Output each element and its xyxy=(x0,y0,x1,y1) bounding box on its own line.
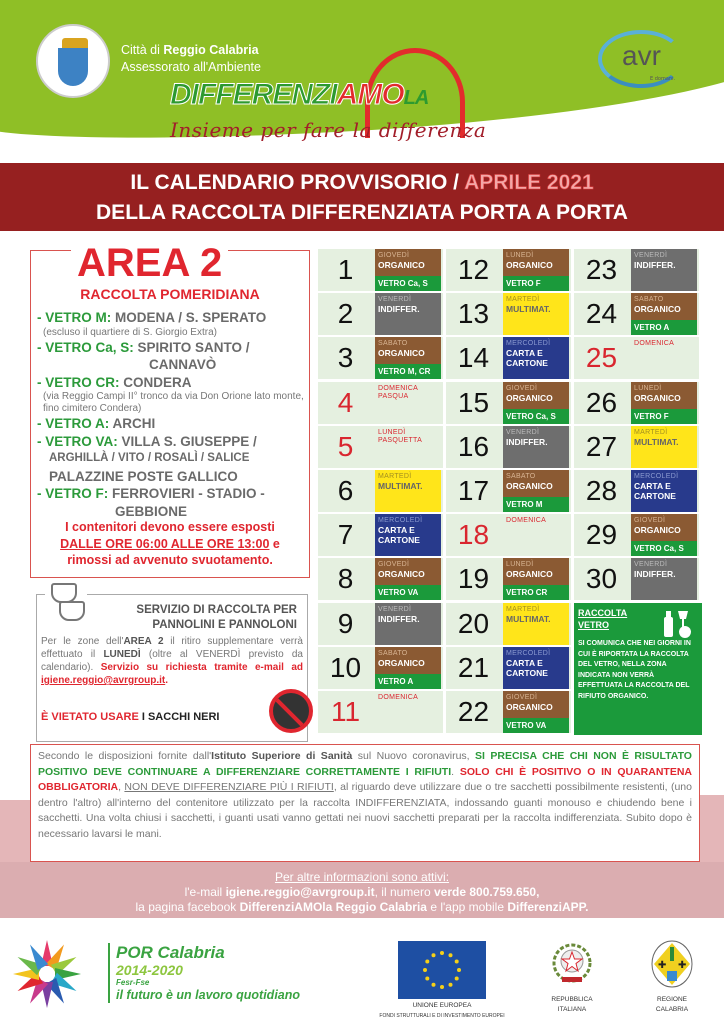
weekday-label: DOMENICA xyxy=(506,517,547,525)
weekday-label: DOMENICA xyxy=(378,384,419,392)
calabria-region-emblem-icon xyxy=(650,939,694,989)
contact-heading: Per altre informazioni sono attivi: xyxy=(274,870,450,884)
zone-label: - VETRO A: xyxy=(37,416,110,431)
covid-institute: Istituto Superiore di Sanità xyxy=(211,750,353,762)
day-number: 17 xyxy=(457,475,490,506)
zone-value: CONDERA xyxy=(123,374,192,390)
glass-collection-label: VETRO VA xyxy=(503,718,569,733)
glass-collection-label: VETRO CR xyxy=(503,585,569,600)
diaper-text-2: il ritiro supplementare verrà effettuato il xyxy=(41,636,303,660)
covid-text: , xyxy=(118,781,125,793)
diaper-title-1: SERVIZIO DI RACCOLTA PER xyxy=(136,604,297,616)
it-caption-2: ITALIANA xyxy=(557,1006,587,1013)
por-title: POR Calabria xyxy=(116,943,225,962)
calendar-day-10 xyxy=(318,647,443,689)
contact-text: e l'app mobile xyxy=(426,900,508,914)
collection-dom xyxy=(375,691,441,733)
glass-collection-label: VETRO F xyxy=(503,276,569,291)
calendar-day-15 xyxy=(446,382,571,424)
day-number: 29 xyxy=(585,519,618,551)
eu-flag-icon xyxy=(398,941,486,999)
covid-red-statement: SOLO CHI È POSITIVO O IN QUARANTENA OBBLIGATORIA xyxy=(38,765,693,793)
day-number: 28 xyxy=(585,475,618,506)
day-number: 11 xyxy=(330,696,361,727)
waste-type-label: MULTIMAT. xyxy=(378,481,423,491)
svg-text:✚: ✚ xyxy=(658,960,667,971)
glass-collection-label: VETRO F xyxy=(631,409,697,424)
waste-type-label: ORGANICO xyxy=(506,260,553,270)
weekday-label: VENERDÌ xyxy=(506,428,540,436)
calendar-grid xyxy=(318,249,704,735)
waste-type-label: MULTIMAT. xyxy=(634,436,679,447)
city-crest-logo xyxy=(36,24,110,98)
day-number: 19 xyxy=(457,563,490,595)
waste-type-label: ORGANICO xyxy=(378,348,425,359)
zone-label: - VETRO CR: xyxy=(37,374,120,390)
zone-item xyxy=(37,485,307,520)
diaper-title-2: PANNOLINI E PANNOLONI xyxy=(152,619,297,631)
collection-mul xyxy=(503,293,569,335)
weekday-label: SABATO xyxy=(378,340,408,348)
glass-info-box xyxy=(574,603,702,735)
calendar-day-30 xyxy=(574,558,699,600)
weekday-label: MARTEDÌ xyxy=(378,473,412,480)
glass-info-body: SI COMUNICA CHE NEI GIORNI IN CUI È RIPORTATA LA RACCOLTA DEL VETRO, NELLA ZONA INDICATA NON VERRÀ EFFETTUATA LA RACCOLTA DEL RIFIUTO ORGANICO. xyxy=(578,640,691,700)
day-number: 14 xyxy=(457,342,490,374)
weekday-label: GIOVEDÌ xyxy=(378,561,410,569)
calendar-day-17 xyxy=(446,470,571,512)
crown-icon xyxy=(62,38,88,48)
zone-item xyxy=(37,374,307,416)
campaign-logo-part1: DIFFERENZI xyxy=(170,78,337,111)
day-number: 21 xyxy=(457,651,490,683)
zone-item xyxy=(37,309,307,339)
calendar-day-7 xyxy=(318,514,443,556)
calendar-day-29 xyxy=(574,514,699,556)
zone-label: - VETRO F: xyxy=(37,486,109,501)
calendar-day-19 xyxy=(446,558,571,600)
reg-caption-1: REGIONE xyxy=(657,996,687,1003)
calendar-day-16 xyxy=(446,426,571,468)
por-motto: il futuro è un lavoro quotidiano xyxy=(116,988,301,1002)
waste-type-label: INDIFFER. xyxy=(634,260,676,270)
collection-car xyxy=(631,470,697,512)
collection-org xyxy=(631,293,697,335)
calendar-day-12 xyxy=(446,249,571,291)
glass-collection-label: VETRO Ca, S xyxy=(631,541,697,556)
zone-note: (escluso il quartiere di S. Giorgio Extra) xyxy=(43,326,217,338)
waste-type-label-cont: CARTONE xyxy=(378,535,420,546)
footer xyxy=(0,925,724,1024)
zone-value-cont: PALAZZINE POSTE GALLICO xyxy=(49,468,238,484)
avr-tagline: E domani. xyxy=(650,76,676,82)
slogan: Insieme per fare la differenza xyxy=(170,118,487,142)
collection-org xyxy=(375,558,441,600)
calendar-day-23 xyxy=(574,249,699,291)
diaper-service-box xyxy=(36,594,308,742)
area-subtitle: RACCOLTA POMERIDIANA xyxy=(80,286,260,302)
weekday-label: MERCOLEDÌ xyxy=(506,340,551,348)
weekday-label: LUNEDÌ xyxy=(506,252,534,259)
collection-dom xyxy=(375,382,441,424)
waste-type-label: ORGANICO xyxy=(506,481,553,491)
diaper-service-text: Per le zone dell'AREA 2 il ritiro supplementare verrà effettuato il LUNEDÌ (oltre al VENERDÌ previsto da calendario). Servizio su richiesta tramite e-mail ad igiene.reggio@avrgroup.it. xyxy=(41,636,303,686)
waste-type-label: CARTA E xyxy=(378,525,415,536)
title-banner xyxy=(0,163,724,231)
campaign-logo-part3: LA xyxy=(403,87,429,109)
calendar-day-11 xyxy=(318,691,443,733)
zone-value: MODENA / S. SPERATO xyxy=(115,310,267,325)
notice-hours: DALLE ORE 06:00 ALLE ORE 13:00 xyxy=(60,536,270,551)
banner-month: APRILE 2021 xyxy=(464,171,594,194)
it-caption-1: REPUBBLICA xyxy=(551,996,593,1003)
covid-text: Secondo le disposizioni fornite dall' xyxy=(38,750,212,762)
glass-collection-label: VETRO Ca, S xyxy=(503,409,569,424)
day-number: 30 xyxy=(585,563,618,595)
eu-subcaption: FONDI STRUTTURALI E DI INVESTIMENTO EUROPEI xyxy=(379,1013,505,1019)
contact-facebook[interactable]: DifferenziAMOla Reggio Calabria xyxy=(239,900,427,914)
weekday-label: GIOVEDÌ xyxy=(634,517,666,525)
calendar-day-22 xyxy=(446,691,571,733)
weekday-label: MARTEDÌ xyxy=(634,428,668,436)
waste-type-label: CARTA E xyxy=(634,481,671,491)
contact-phone[interactable]: verde 800.759.650, xyxy=(433,885,540,899)
calendar-day-2 xyxy=(318,293,443,335)
por-years: 2014-2020 xyxy=(116,962,183,978)
waste-type-label: ORGANICO xyxy=(506,392,553,403)
waste-type-label: ORGANICO xyxy=(634,525,681,536)
waste-type-label: CARTA E xyxy=(506,348,543,359)
collection-org xyxy=(631,514,697,556)
calabria-region-caption xyxy=(640,995,704,1015)
waste-type-label: ORGANICO xyxy=(506,702,553,712)
waste-type-label: ORGANICO xyxy=(378,260,425,270)
zone-value-cont: GEBBIONE xyxy=(115,503,188,519)
ban-red: È VIETATO USARE xyxy=(41,711,139,723)
weekday-label: GIOVEDÌ xyxy=(506,384,538,392)
collection-dom xyxy=(503,514,569,556)
waste-type-label: MULTIMAT. xyxy=(506,304,551,315)
zone-value-cont: CANNAVÒ xyxy=(149,357,217,372)
weekday-label: GIOVEDÌ xyxy=(506,694,538,701)
diaper-request: Servizio su richiesta tramite e-mail ad xyxy=(100,662,303,673)
collection-ind xyxy=(631,249,697,291)
exposure-notice xyxy=(31,519,309,569)
ban-black: I SACCHI NERI xyxy=(138,711,220,723)
day-number: 25 xyxy=(585,342,618,374)
contact-email[interactable]: igiene.reggio@avrgroup.it xyxy=(225,885,375,899)
covid-text: sul Nuovo coronavirus, xyxy=(352,750,476,762)
day-number: 16 xyxy=(457,430,490,462)
waste-type-label: ORGANICO xyxy=(634,392,681,403)
collection-car xyxy=(503,647,569,689)
day-number: 24 xyxy=(585,298,618,330)
zone-label: - VETRO M: xyxy=(37,310,112,325)
zone-item xyxy=(37,339,307,374)
banner-line-2: DELLA RACCOLTA DIFFERENZIATA PORTA A PORTA xyxy=(96,201,628,224)
diaper-text-3: (oltre al VENERDÌ previsto da calendario). xyxy=(41,649,303,673)
zone-item xyxy=(37,433,307,486)
collection-dom xyxy=(631,337,697,379)
collection-org xyxy=(503,470,569,512)
covid-green-statement: SI PRECISA CHE CHI NON È RISULTATO POSITIVO DEVE CONTINUARE A DIFFERENZIARE CORRETTAMENTE I RIFIUTI xyxy=(38,750,692,778)
contact-app[interactable]: DifferenziAPP. xyxy=(507,900,589,914)
waste-type-label: ORGANICO xyxy=(378,569,425,580)
weekday-label: MERCOLEDÌ xyxy=(506,649,551,657)
collection-ind xyxy=(375,603,441,645)
campaign-logo xyxy=(170,78,428,112)
collection-ind xyxy=(375,293,441,335)
header xyxy=(0,0,724,160)
glass-collection-label: VETRO Ca, S xyxy=(375,276,441,291)
waste-type-label: ORGANICO xyxy=(506,569,553,580)
day-number: 10 xyxy=(329,651,362,683)
contact-text: la pagina facebook xyxy=(135,900,240,914)
covid-underlined-statement: NON DEVE DIFFERENZIARE PIÙ I RIFIUTI xyxy=(124,781,334,793)
waste-type-label-cont: CARTONE xyxy=(634,491,676,501)
calendar-day-26 xyxy=(574,382,699,424)
department-name: Assessorato all'Ambiente xyxy=(121,60,261,74)
background-building-left xyxy=(0,800,30,862)
day-number: 5 xyxy=(337,430,354,462)
no-black-bag-icon xyxy=(269,689,313,733)
calendar-day-24 xyxy=(574,293,699,335)
holiday-label: PASQUA xyxy=(378,392,409,400)
weekday-label: MARTEDÌ xyxy=(506,296,540,304)
glass-info-title: RACCOLTA VETRO xyxy=(578,608,628,630)
collection-org xyxy=(503,249,569,291)
waste-type-label: MULTIMAT. xyxy=(506,613,551,624)
weekday-label: VENERDÌ xyxy=(378,605,412,613)
reg-caption-2: CALABRIA xyxy=(655,1006,689,1013)
waste-type-label-cont: CARTONE xyxy=(506,358,548,369)
collection-org xyxy=(375,249,441,291)
banner-line-1 xyxy=(0,168,724,198)
notice-line1: I contenitori devono essere esposti xyxy=(65,520,275,534)
por-fund: Fesr-Fse xyxy=(116,978,150,987)
collection-car xyxy=(375,514,441,556)
glass-collection-label: VETRO A xyxy=(375,674,441,689)
glass-collection-label: VETRO M, CR xyxy=(375,364,441,379)
italian-republic-emblem-icon xyxy=(550,939,594,989)
city-prefix: Città di xyxy=(121,43,164,57)
glass-collection-label: VETRO A xyxy=(631,320,697,335)
day-number: 26 xyxy=(585,386,618,418)
calendar-day-28 xyxy=(574,470,699,512)
calendar-day-27 xyxy=(574,426,699,468)
collection-dom xyxy=(375,426,441,468)
calendar-day-3 xyxy=(318,337,443,379)
diaper-text-area: AREA 2 xyxy=(123,636,164,647)
weekday-label: SABATO xyxy=(506,473,536,480)
day-number: 13 xyxy=(457,298,490,330)
collection-mul xyxy=(503,603,569,645)
notice-line3: rimossi ad avvenuto svuotamento. xyxy=(67,553,273,567)
calendar-day-20 xyxy=(446,603,571,645)
zone-note: (via Reggio Campi II° tronco da via Don Orione lato monte, fino cimitero Condera) xyxy=(43,391,304,414)
collection-org xyxy=(503,382,569,424)
contact-text: , il numero xyxy=(374,885,434,899)
weekday-label: LUNEDÌ xyxy=(378,428,406,436)
collection-mul xyxy=(375,470,441,512)
area-title: AREA 2 xyxy=(71,243,228,283)
calendar-day-1 xyxy=(318,249,443,291)
weekday-label: VENERDÌ xyxy=(378,296,412,304)
black-bag-ban xyxy=(41,711,219,723)
covid-text: . xyxy=(451,765,460,778)
waste-type-label: INDIFFER. xyxy=(634,569,676,580)
day-number: 1 xyxy=(337,254,354,285)
zone-item xyxy=(37,415,307,433)
weekday-label: SABATO xyxy=(634,296,664,304)
collection-car xyxy=(503,337,569,379)
collection-mul xyxy=(631,426,697,468)
por-star-logo-icon xyxy=(12,939,82,1009)
calendar-day-5 xyxy=(318,426,443,468)
day-number: 20 xyxy=(457,607,490,639)
day-number: 3 xyxy=(337,342,354,374)
day-number: 18 xyxy=(457,519,490,551)
eu-caption: UNIONE EUROPEA xyxy=(412,1002,472,1009)
collection-org xyxy=(375,647,441,689)
day-number: 8 xyxy=(337,563,354,595)
calendar-day-25 xyxy=(574,337,699,379)
calendar-day-8 xyxy=(318,558,443,600)
zone-value-cont: ARGHILLÀ / VITO / ROSALÌ / SALICE xyxy=(49,452,250,464)
glass-collection-label: VETRO VA xyxy=(375,585,441,600)
zone-value: VILLA S. GIUSEPPE / xyxy=(121,433,257,449)
waste-type-label: INDIFFER. xyxy=(378,613,420,624)
svg-text:✚: ✚ xyxy=(678,960,687,971)
waste-type-label: INDIFFER. xyxy=(506,436,548,447)
calendar-day-9 xyxy=(318,603,443,645)
weekday-label: GIOVEDÌ xyxy=(378,252,410,259)
bottle-glass-icon xyxy=(662,609,692,639)
weekday-label: LUNEDÌ xyxy=(506,561,534,569)
day-number: 2 xyxy=(337,298,354,330)
calendar-day-6 xyxy=(318,470,443,512)
calendar-day-18 xyxy=(446,514,571,556)
diaper-text-1: Per le zone dell' xyxy=(41,636,124,647)
por-calabria-logo xyxy=(108,943,300,1003)
area-box xyxy=(30,241,310,578)
diaper-service-title xyxy=(67,603,297,633)
calendar-day-14 xyxy=(446,337,571,379)
city-name: Reggio Calabria xyxy=(163,43,259,57)
weekday-label: VENERDÌ xyxy=(634,252,668,259)
waste-type-label-cont: CARTONE xyxy=(506,667,548,678)
weekday-label: MERCOLEDÌ xyxy=(634,473,679,480)
collection-ind xyxy=(503,426,569,468)
banner-line1-prefix: IL CALENDARIO PROVVISORIO / xyxy=(130,171,465,194)
day-number: 7 xyxy=(337,519,354,551)
calendar-day-13 xyxy=(446,293,571,335)
avr-logo-text: avr xyxy=(622,40,661,71)
weekday-label: DOMENICA xyxy=(634,340,675,348)
covid-notice xyxy=(30,744,700,862)
waste-type-label: CARTA E xyxy=(506,657,543,668)
waste-type-label: ORGANICO xyxy=(634,304,681,315)
contact-strip xyxy=(0,862,724,918)
weekday-label: LUNEDÌ xyxy=(634,384,662,392)
background-building-right xyxy=(700,795,724,862)
day-number: 15 xyxy=(457,386,490,418)
waste-type-label: ORGANICO xyxy=(378,657,425,668)
zone-value: ARCHI xyxy=(112,416,156,431)
weekday-label: MARTEDÌ xyxy=(506,605,540,613)
day-number: 4 xyxy=(337,386,354,418)
zone-label: - VETRO VA: xyxy=(37,433,118,449)
city-heading xyxy=(121,42,261,76)
diaper-text-day: LUNEDÌ xyxy=(103,649,141,660)
glass-collection-label: VETRO M xyxy=(503,497,569,512)
collection-org xyxy=(375,337,441,379)
covid-text: , al riguardo deve utilizzare due o tre sacchetti possibilmente resistenti, (uno dentro l'altro) all'interno del contenitore utilizzato per la raccolta INDIFFERENZIATA, indossando guanti monouso e chiudendo bene i sacchetti. Una volta chiusi i sacchetti, i guanti usati vanno gettati nei nuovi sacchetti preparati per la raccolta indifferenziata. Subito dopo è necessario lavarsi le mani. xyxy=(38,781,692,840)
calendar-day-21 xyxy=(446,647,571,689)
weekday-label: VENERDÌ xyxy=(634,561,668,569)
zone-label: - VETRO Ca, S: xyxy=(37,339,134,355)
day-number: 23 xyxy=(585,254,618,285)
italian-republic-caption xyxy=(540,995,604,1015)
zone-value: SPIRITO SANTO / xyxy=(137,339,250,355)
collection-org xyxy=(631,382,697,424)
holiday-label: PASQUETTA xyxy=(378,436,423,444)
contact-text: l'e-mail xyxy=(184,885,226,899)
collection-org xyxy=(503,691,569,733)
weekday-label: MERCOLEDÌ xyxy=(378,517,423,525)
day-number: 22 xyxy=(457,696,490,727)
shield-icon xyxy=(58,48,88,86)
zone-value: FERROVIERI - STADIO - xyxy=(112,486,265,501)
weekday-label: DOMENICA xyxy=(378,694,419,701)
notice-conj: e xyxy=(269,536,280,551)
collection-org xyxy=(503,558,569,600)
day-number: 9 xyxy=(337,607,354,639)
day-number: 12 xyxy=(457,254,490,285)
campaign-logo-part2: AMO xyxy=(336,78,404,111)
zone-list xyxy=(37,309,307,520)
avr-logo xyxy=(598,30,688,90)
collection-ind xyxy=(631,558,697,600)
calendar-day-4 xyxy=(318,382,443,424)
waste-type-label: INDIFFER. xyxy=(378,304,420,315)
day-number: 27 xyxy=(585,430,618,462)
weekday-label: SABATO xyxy=(378,649,408,657)
day-number: 6 xyxy=(337,475,354,506)
diaper-email-link[interactable]: igiene.reggio@avrgroup.it xyxy=(41,675,166,686)
